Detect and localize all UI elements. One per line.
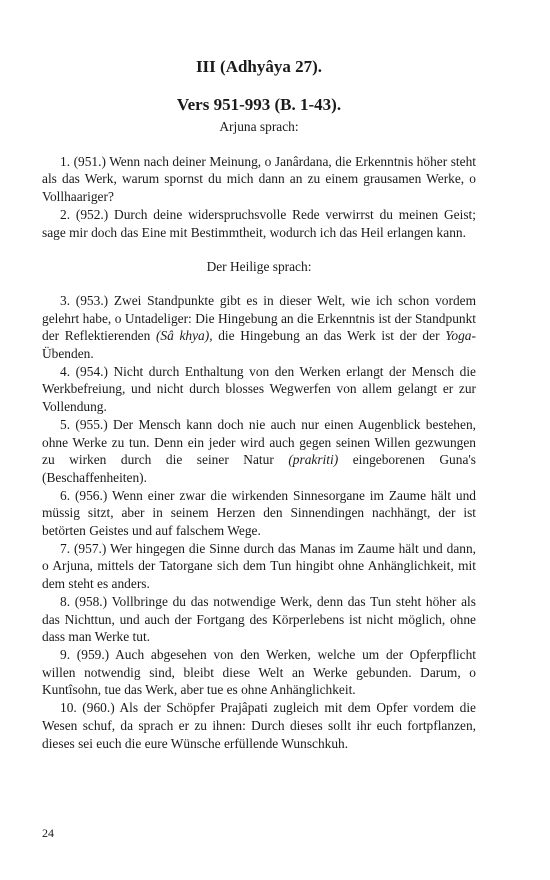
verse-5-text: 5. (955.) Der Mensch kann doch nie auch nur einen Augenblick bestehen, ohne Werke zu tun. Denn ein jeder wird auch gegen seinen Willen gezwungen zu wirken durch die seiner Natur — [42, 416, 476, 468]
speaker-heilige: Der Heilige sprach: — [206, 259, 312, 275]
verse-5 — [42, 416, 476, 487]
chapter-title: III (Adhyâya 27). — [195, 57, 323, 76]
verse-5-term-prakriti: (prakriti) — [288, 452, 339, 468]
verse-3-text-2: die Hingebung an das Werk ist der der — [212, 328, 446, 344]
page-body — [42, 56, 476, 752]
verse-10: 10. (960.) Als der Schöpfer Prajâpati zugleich mit dem Opfer vordem die Wesen schuf, da sprach er zu ihnen: Durch dieses sollt ihr euch fortpflanzen, dieses sei euch die eure Wünsche erfüllende Wunschkuh. — [42, 700, 476, 751]
verse-3-text-3: -Übenden. — [42, 328, 476, 362]
verse-4: 4. (954.) Nicht durch Enthaltung von den Werken erlangt der Mensch die Werkbefreiung, und nicht durch blosses Wegwerfen von allem gelangt er zur Vollendung. — [42, 363, 476, 415]
speaker-arjuna: Arjuna sprach: — [219, 119, 299, 134]
verse-8: 8. (958.) Vollbringe du das notwendige Werk, denn das Tun steht höher als das Nichttun, und auch der Fortgang des Körperlebens ist nicht möglich, ohne dass man Werke tut. — [42, 593, 476, 645]
verse-1: 1. (951.) Wenn nach deiner Meinung, o Janârdana, die Erkenntnis höher steht als das Werk, warum spornst du mich dann an zu einem grausamen Werke, o Vollhaariger? — [42, 153, 476, 205]
verse-3-term-yoga: Yoga — [445, 328, 472, 344]
verse-3 — [42, 292, 476, 363]
verse-3-term-samkhya: (Sâ khya), — [155, 328, 213, 344]
verse-6: 6. (956.) Wenn einer zwar die wirkenden Sinnesorgane im Zaume hält und müssig sitzt, aber in seinem Herzen den Sinnendingen nachhängt, der ist betörten Geistes und auf falschem Wege. — [42, 487, 476, 539]
verse-2: 2. (952.) Durch deine widerspruchsvolle Rede verwirrst du meinen Geist; sage mir doch das Eine mit Bestimmtheit, wodurch ich das Heil erlangen kann. — [42, 206, 476, 240]
verse-range-heading: Vers 951-993 (B. 1-43). — [176, 95, 342, 114]
verse-5-text-2: eingeborenen Guna's (Beschaffenheiten). — [42, 452, 477, 485]
verse-9: 9. (959.) Auch abgesehen von den Werken, welche um der Opferpflicht willen notwendig sind, bleibt diese Welt an Werke gebunden. Darum, o Kuntîsohn, tue das Werk, aber tue es ohne Anhänglichkeit. — [42, 646, 476, 698]
verse-7: 7. (957.) Wer hingegen die Sinne durch das Manas im Zaume hält und dann, o Arjuna, mittels der Tatorgane sich dem Tun hingibt ohne Anhänglichkeit, mit dem steht es anders. — [42, 540, 476, 592]
verse-3-text: 3. (953.) Zwei Standpunkte gibt es in dieser Welt, wie ich schon vordem gelehrt habe, o Untadeliger: Die Hingebung an die Erkenntnis ist der Standpunkt der Reflektierenden — [42, 292, 476, 344]
page-number: 24 — [42, 826, 54, 840]
